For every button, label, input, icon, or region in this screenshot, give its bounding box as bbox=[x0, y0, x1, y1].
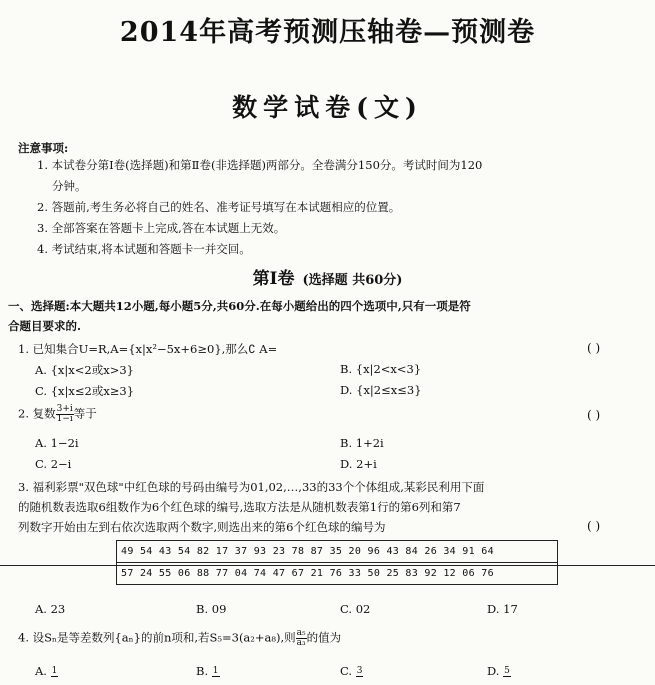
q4-option-b-num: 1 bbox=[212, 666, 219, 676]
notice-item-3: 3. 全部答案在答题卡上完成,答在本试题上无效。 bbox=[37, 221, 286, 235]
section-title: 第Ⅰ卷 bbox=[252, 269, 295, 289]
notice-item-2: 2. 答题前,考生务必将自己的姓名、准考证号填写在本试题相应的位置。 bbox=[37, 200, 401, 214]
q3-option-c: C. 02 bbox=[340, 602, 371, 616]
notice-item-4: 4. 考试结束,将本试题和答题卡一并交回。 bbox=[37, 242, 251, 256]
q2-prefix: 2. 复数 bbox=[18, 406, 56, 421]
q2-option-d: D. 2+i bbox=[340, 457, 377, 471]
q4-option-c-num: 3 bbox=[356, 666, 363, 676]
q4-suffix: 的值为 bbox=[306, 630, 342, 645]
q2-suffix: 等于 bbox=[73, 406, 97, 421]
q2-option-c: C. 2−i bbox=[35, 457, 72, 471]
q3-option-a: A. 23 bbox=[35, 602, 66, 616]
q2-option-a: A. 1−2i bbox=[35, 436, 79, 450]
q2-fraction bbox=[56, 405, 74, 424]
q1-stem: 1. 已知集合U=R,A={x|x²−5x+6≥0},那么∁ A= bbox=[18, 342, 278, 356]
q4-option-c-fraction bbox=[356, 667, 364, 677]
q1-option-d: D. {x|2≤x≤3} bbox=[340, 383, 422, 397]
exam-subtitle: 数学试卷(文) bbox=[232, 93, 423, 122]
q2-stem bbox=[18, 405, 97, 424]
q4-option-c bbox=[340, 664, 363, 678]
q4-option-d-label: D. bbox=[487, 664, 500, 678]
q4-option-d-fraction bbox=[503, 667, 511, 677]
instructions-line-2: 合题目要求的. bbox=[8, 319, 82, 333]
section-heading bbox=[0, 264, 655, 289]
notice-heading: 注意事项: bbox=[18, 141, 69, 155]
random-number-table bbox=[116, 540, 558, 585]
q4-stem-text: 4. 设Sₙ是等差数列{aₙ}的前n项和,若S₅=3(a₂+a₈),则 bbox=[18, 630, 296, 645]
q4-option-d-num: 5 bbox=[504, 666, 510, 676]
section-note: (选择题 共60分) bbox=[302, 273, 403, 288]
q3-option-d: D. 17 bbox=[487, 602, 518, 616]
q2-option-b: B. 1+2i bbox=[340, 436, 384, 450]
instructions-line-1: 一、选择题:本大题共12小题,每小题5分,共60分.在每小题给出的四个选项中,只有一项是符 bbox=[8, 299, 471, 313]
q1-option-b: B. {x|2<x<3} bbox=[340, 362, 422, 376]
q4-frac-num: a₅ bbox=[296, 628, 306, 638]
q4-stem bbox=[18, 629, 341, 648]
q4-option-b-fraction bbox=[212, 667, 220, 677]
q3-line-2: 的随机数表选取6组数作为6个红色球的编号,选取方法是从随机数表第1行的第6列和第7 bbox=[18, 500, 461, 514]
q4-option-a-label: A. bbox=[35, 664, 47, 678]
random-table-row-1: 49 54 43 54 82 17 37 93 23 78 87 35 20 96 43 84 26 34 91 64 bbox=[121, 546, 494, 557]
q3-answer-paren: ( ) bbox=[587, 519, 601, 533]
q4-option-a-num: 1 bbox=[51, 666, 58, 676]
q3-option-b: B. 09 bbox=[196, 602, 227, 616]
q4-option-a-fraction bbox=[51, 667, 59, 677]
q4-option-b bbox=[196, 664, 220, 678]
q3-line-1: 3. 福利彩票"双色球"中红色球的号码由编号为01,02,…,33的33个个体组成,某彩民利用下面 bbox=[18, 480, 485, 494]
random-table-row-2: 57 24 55 06 88 77 04 74 47 67 21 76 33 50 25 83 92 12 06 76 bbox=[117, 562, 557, 584]
q4-fraction bbox=[296, 629, 307, 648]
q2-frac-num: 3+i bbox=[56, 404, 73, 414]
q4-option-d bbox=[487, 664, 511, 678]
q1-option-c: C. {x|x≤2或x≥3} bbox=[35, 384, 135, 398]
exam-title: 2014年高考预测压轴卷—预测卷 bbox=[119, 17, 536, 48]
q4-option-c-label: C. bbox=[340, 664, 353, 678]
notice-item-1-cont: 分钟。 bbox=[52, 179, 87, 193]
q1-answer-paren: ( ) bbox=[587, 341, 601, 355]
q4-frac-den: a₃ bbox=[296, 638, 306, 648]
q3-line-3: 列数字开始由左到右依次选取两个数字,则选出来的第6个红色球的编号为 bbox=[18, 520, 386, 534]
q4-option-a bbox=[35, 664, 58, 678]
q2-frac-den: 1−i bbox=[56, 414, 73, 424]
notice-item-1: 1. 本试卷分第Ⅰ卷(选择题)和第Ⅱ卷(非选择题)两部分。全卷满分150分。考试时间为120 bbox=[37, 158, 483, 172]
q4-option-b-label: B. bbox=[196, 664, 209, 678]
page-divider bbox=[0, 565, 655, 566]
q1-option-a: A. {x|x<2或x>3} bbox=[35, 363, 134, 377]
q2-answer-paren: ( ) bbox=[587, 408, 601, 422]
